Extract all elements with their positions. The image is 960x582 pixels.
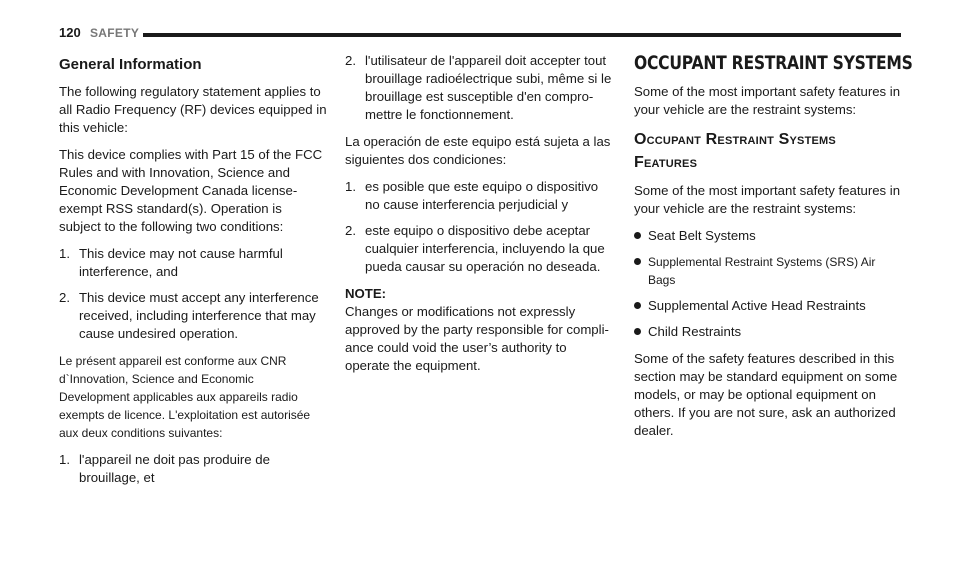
list-number: 2. bbox=[345, 53, 356, 68]
list-item bbox=[634, 227, 902, 245]
list-item bbox=[634, 323, 902, 341]
header-rule bbox=[143, 33, 901, 37]
list-item bbox=[59, 451, 327, 487]
paragraph: Some of the most important safety features in your vehicle are the restraint systems: bbox=[634, 84, 901, 117]
list-item bbox=[59, 245, 327, 281]
list-text: es posible que este equipo o dispositivo no cause interferencia perjudicial y bbox=[365, 179, 599, 212]
list-item bbox=[345, 178, 615, 214]
numbered-list bbox=[59, 451, 327, 487]
list-number: 1. bbox=[345, 179, 356, 194]
list-number: 1. bbox=[59, 246, 70, 261]
page-number: 120 bbox=[59, 25, 81, 40]
section-name: SAFETY bbox=[90, 26, 140, 40]
bullet-icon bbox=[634, 232, 641, 239]
note-text: Changes or modifications not expressly approved by the party responsible for compli- ance could void the user’s authority to operate the equipment. bbox=[345, 304, 609, 373]
list-number: 2. bbox=[345, 223, 356, 238]
numbered-list bbox=[345, 178, 615, 276]
page-header bbox=[0, 0, 960, 48]
numbered-list bbox=[345, 52, 615, 124]
list-text: l'utilisateur de l'appareil doit accepter tout brouillage radioélectrique subi, même si le brouillage est susceptible d'en compro- mettre le fonctionnement. bbox=[365, 53, 612, 122]
list-text: Seat Belt Systems bbox=[648, 228, 756, 243]
features-heading: Occupant Restraint Systems Features bbox=[634, 131, 836, 171]
list-item bbox=[634, 253, 902, 289]
section-title: OCCUPANT RESTRAINT SYSTEMS bbox=[634, 52, 913, 74]
bullet-icon bbox=[634, 258, 641, 265]
paragraph-french: Le présent appareil est conforme aux CNR d`Innovation, Science and Economic Development applicables aux appareils radio exempts de licence. L'exploitation est autorisée aux deux conditions suivantes: bbox=[59, 354, 311, 440]
paragraph: Some of the most important safety features in your vehicle are the restraint systems: bbox=[634, 183, 901, 216]
list-text: este equipo o dispositivo debe aceptar cualquier interferencia, incluyendo la que pueda causar su operación no deseada. bbox=[365, 223, 605, 274]
list-text: This device may not cause harmful interference, and bbox=[79, 246, 283, 279]
list-text: l'appareil ne doit pas produire de brouillage, et bbox=[79, 452, 270, 485]
list-number: 2. bbox=[59, 290, 70, 305]
paragraph: The following regulatory statement applies to all Radio Frequency (RF) devices equipped in this vehicle: bbox=[59, 84, 327, 135]
numbered-list bbox=[59, 245, 327, 343]
general-information-heading: General Information bbox=[59, 56, 202, 73]
column-right bbox=[634, 52, 913, 449]
list-number: 1. bbox=[59, 452, 70, 467]
list-item bbox=[345, 222, 615, 276]
column-left bbox=[59, 52, 327, 496]
list-item bbox=[634, 297, 902, 315]
list-text: This device must accept any interference received, including interference that may cause undesired operation. bbox=[79, 290, 319, 341]
list-text: Supplemental Restraint Systems (SRS) Air Bags bbox=[648, 255, 876, 287]
features-list bbox=[634, 227, 902, 341]
list-text: Child Restraints bbox=[648, 324, 742, 339]
bullet-icon bbox=[634, 302, 641, 309]
note-label: NOTE: bbox=[345, 286, 387, 301]
list-item bbox=[59, 289, 327, 343]
paragraph-spanish: La operación de este equipo está sujeta a las siguientes dos condiciones: bbox=[345, 134, 611, 167]
bullet-icon bbox=[634, 328, 641, 335]
paragraph: This device complies with Part 15 of the FCC Rules and with Innovation, Science and Economic Development Canada license-exempt RSS standard(s). Operation is subject to the following two conditions: bbox=[59, 147, 323, 234]
column-middle bbox=[345, 52, 615, 384]
paragraph: Some of the safety features described in this section may be standard equipment on some models, or may be optional equipment on others. If you are not sure, ask an authorized dealer. bbox=[634, 351, 898, 438]
list-text: Supplemental Active Head Restraints bbox=[648, 298, 866, 313]
list-item bbox=[345, 52, 615, 124]
